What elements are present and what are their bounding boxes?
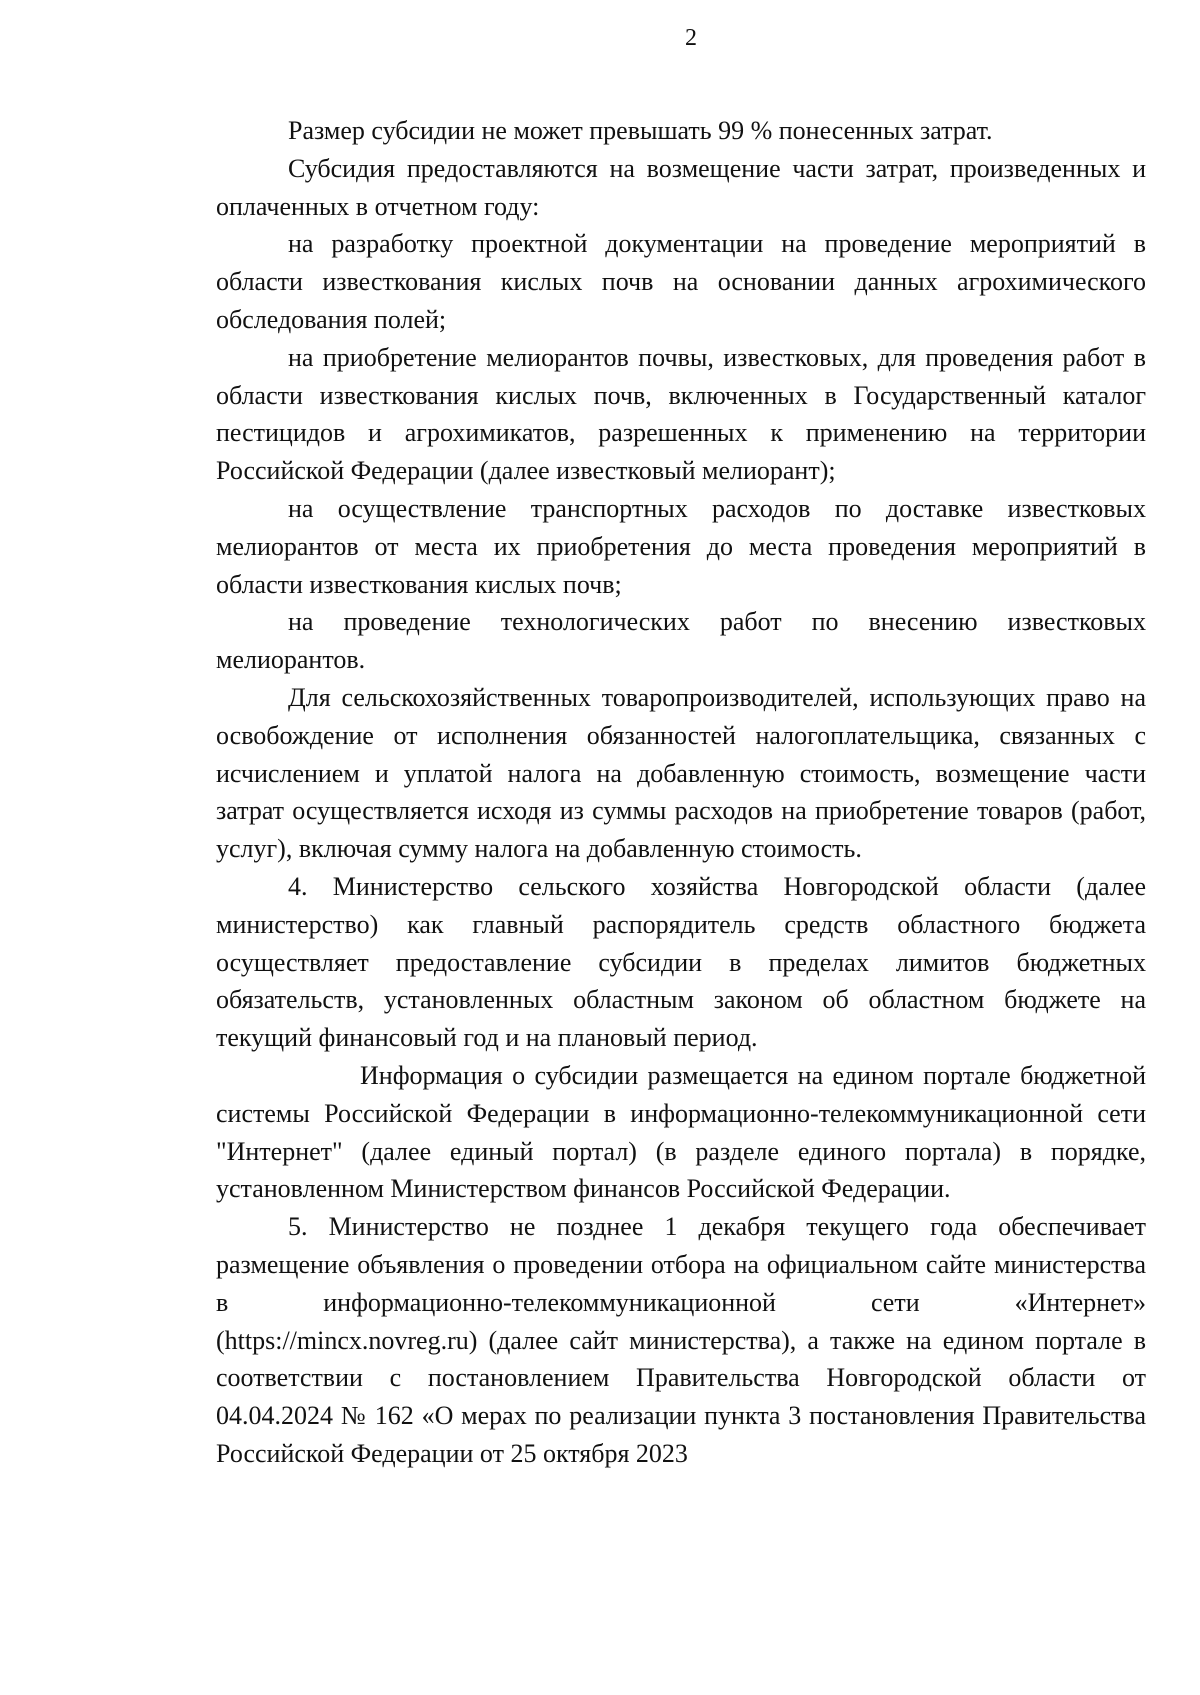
paragraph-section-4: 4. Министерство сельского хозяйства Новгородской области (далее министерство) как главный распорядитель средств областного бюджета осуществляет предоставление субсидии в пределах лимитов бюджетных обязательств, установленных областным законом об областном бюджете на текущий финансовый год и на плановый период. [216, 871, 1146, 1053]
paragraph-subsidy-limit: Размер субсидии не может превышать 99 % понесенных затрат. [288, 116, 993, 145]
page-number: 2 [685, 25, 697, 51]
paragraph-technological-works: на проведение технологических работ по внесению известковых мелиорантов. [216, 607, 1146, 675]
document-body [216, 112, 1146, 1473]
paragraph-section-5: 5. Министерство не позднее 1 декабря текущего года обеспечивает размещение объявления о проведении отбора на официальном сайте министерства в информационно-телекоммуникационной сети «Интернет» (https://mincx.novreg.ru) (далее сайт министерства), а также на едином портале в соответствии с постановлением Правительства Новгородской области от 04.04.2024 № 162 «О мерах по реализации пункта 3 постановления Правительства Российской Федерации от 25 октября 2023 [216, 1212, 1146, 1468]
paragraph-vat-exemption: Для сельскохозяйственных товаропроизводителей, использующих право на освобождение от исполнения обязанностей налогоплательщика, связанных с исчислением и уплатой налога на добавленную стоимость, возмещение части затрат осуществляется исходя из суммы расходов на приобретение товаров (работ, услуг), включая сумму налога на добавленную стоимость. [216, 682, 1146, 864]
paragraph-project-documentation: на разработку проектной документации на проведение мероприятий в области известкования кислых почв на основании данных агрохимического обследования полей; [216, 229, 1146, 334]
paragraph-subsidy-purpose: Субсидия предоставляются на возмещение части затрат, произведенных и оплаченных в отчетном году: [216, 153, 1146, 221]
paragraph-ameliorant-purchase: на приобретение мелиорантов почвы, известковых, для проведения работ в области известкования кислых почв, включенных в Государственный каталог пестицидов и агрохимикатов, разрешенных к применению на территории Российской Федерации (далее известковый мелиорант); [216, 342, 1146, 486]
paragraph-transport-costs: на осуществление транспортных расходов по доставке известковых мелиорантов от места их приобретения до места проведения мероприятий в области известкования кислых почв; [216, 493, 1146, 599]
paragraph-subsidy-information: Информация о субсидии размещается на едином портале бюджетной системы Российской Федерации в информационно-телекоммуникационной сети "Интернет" (далее единый портал) (в разделе единого портала) в порядке, установленном Министерством финансов Российской Федерации. [216, 1060, 1146, 1204]
